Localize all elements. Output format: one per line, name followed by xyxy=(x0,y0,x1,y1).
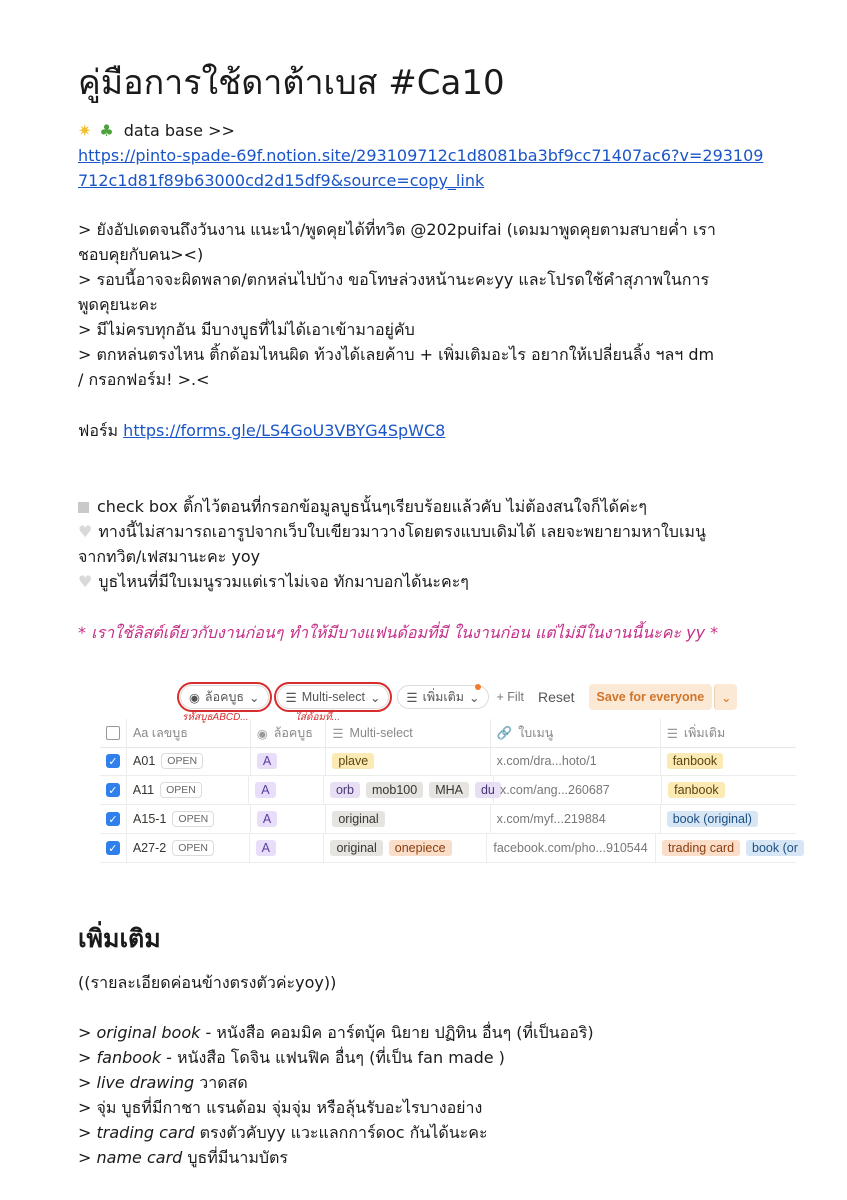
chevron-down-icon: ⌄ xyxy=(469,690,480,705)
save-dropdown-chevron-icon[interactable]: ⌄ xyxy=(714,684,737,710)
tag: original xyxy=(332,811,384,827)
open-button[interactable]: OPEN xyxy=(172,840,214,856)
header-lock[interactable]: ◉ ล้อคบูธ xyxy=(251,719,327,747)
database-link[interactable] xyxy=(78,143,763,168)
filter-circle-icon: ◉ xyxy=(189,690,200,705)
link-icon: 🔗 xyxy=(496,725,513,740)
note-line: > ยังอัปเดตจนถึงวันงาน แนะนำ/พูดคุยได้ที่ทวิต @202puifai (เดมมาพูดคุยตามสบายค่ำ เรา xyxy=(78,220,716,239)
chevron-down-icon: ⌄ xyxy=(249,690,260,705)
glossary-item: > name card บูธที่มีนามบัตร xyxy=(78,1148,289,1167)
form-link[interactable]: https://forms.gle/LS4GoU3VBYG4SpWC8 xyxy=(123,421,446,440)
tip-checkbox xyxy=(78,494,647,519)
glossary-term: name card xyxy=(96,1148,183,1167)
glossary-desc: จุ่ม บูธที่มีกาชา แรนด้อม จุ่มจุ่ม หรือลุ้นรับอะไรบางอย่าง xyxy=(96,1098,483,1117)
tag: original xyxy=(330,840,382,856)
lock-tag: A xyxy=(255,782,275,798)
database-screenshot xyxy=(100,676,796,866)
check-icon: ✓ xyxy=(106,812,120,826)
page-title: คู่มือการใช้ดาต้าเบส #Ca10 xyxy=(78,63,505,103)
table-row[interactable] xyxy=(100,776,796,805)
more-subtitle: ((รายละเอียดค่อนข้างตรงตัวค่ะyoy)) xyxy=(78,973,337,992)
lock-tag: A xyxy=(257,753,277,769)
add-filter-button[interactable]: + Filt xyxy=(496,690,524,704)
tag: fanbook xyxy=(668,782,724,798)
select-icon: ◉ xyxy=(256,726,268,741)
multiselect-cell xyxy=(326,747,490,775)
clover-icon: ♣ xyxy=(99,121,114,140)
tag: fanbook xyxy=(667,753,723,769)
database-label-line xyxy=(78,118,235,143)
tag: mob100 xyxy=(366,782,423,798)
tag: book (or xyxy=(746,840,804,856)
open-button[interactable]: OPEN xyxy=(172,811,214,827)
glossary-desc: บูธที่มีนามบัตร xyxy=(182,1148,289,1167)
glossary-desc: - หนังสือ คอมมิค อาร์ตบุ้ค นิยาย ปฏิทิน อื่นๆ (ที่เป็นออริ) xyxy=(200,1023,594,1042)
menu-link[interactable]: x.com/myf...219884 xyxy=(491,805,661,833)
tag: MHA xyxy=(429,782,469,798)
table-row[interactable] xyxy=(100,747,796,776)
table-row[interactable] xyxy=(100,834,796,863)
lock-tag: A xyxy=(257,811,277,827)
tag: du xyxy=(475,782,501,798)
lock-cell xyxy=(249,776,324,804)
filter-lock-label: ล้อคบูธ xyxy=(204,690,245,704)
glossary-item: > trading card ตรงตัวคับyy แวะแลกการ์ดoc กันได้นะคะ xyxy=(78,1123,488,1142)
filter-multiselect-label: Multi-select xyxy=(301,690,365,704)
glossary-item: > live drawing วาดสด xyxy=(78,1073,248,1092)
tip-heart-2-text: บูธไหนที่มีใบเมนูรวมแต่เราไม่เจอ ทักมาบอกได้นะคะๆ xyxy=(98,572,469,591)
header-checkbox[interactable] xyxy=(100,719,127,747)
row-checkbox[interactable] xyxy=(100,747,127,775)
glossary-desc: - หนังสือ โดจิน แฟนฟิค อื่นๆ (ที่เป็น fan made ) xyxy=(161,1048,505,1067)
booth-cell xyxy=(127,834,250,862)
glossary-item: > original book - หนังสือ คอมมิค อาร์ตบุ้ค นิยาย ปฏิทิน อื่นๆ (ที่เป็นออริ) xyxy=(78,1023,594,1042)
booth-id: A15-1 xyxy=(133,812,167,826)
check-icon: ✓ xyxy=(106,754,120,768)
table-header xyxy=(100,719,796,748)
note-line: > มีไม่ครบทุกอัน มีบางบูธที่ไม่ได้เอาเข้ามาอยู่คับ xyxy=(78,320,415,339)
filter-toolbar xyxy=(180,684,737,710)
extra-cell xyxy=(662,776,796,804)
form-line xyxy=(78,418,445,443)
open-button[interactable]: OPEN xyxy=(160,782,202,798)
heart-icon: ♥ xyxy=(78,572,93,591)
check-icon: ✓ xyxy=(106,783,120,797)
row-checkbox[interactable] xyxy=(100,834,127,862)
tip-heart-1-cont: จากทวิต/เฟสมานะคะ yoy xyxy=(78,547,261,566)
row-checkbox[interactable] xyxy=(100,805,127,833)
booth-cell xyxy=(127,776,249,804)
check-icon: ✓ xyxy=(106,841,120,855)
tip-heart-2 xyxy=(78,569,469,594)
glossary-term: original book xyxy=(96,1023,201,1042)
red-annotation-1: รหัสบูธABCD... xyxy=(182,712,249,723)
glossary-item: > จุ่ม บูธที่มีกาชา แรนด้อม จุ่มจุ่ม หรือลุ้นรับอะไรบางอย่าง xyxy=(78,1098,483,1117)
tag: orb xyxy=(330,782,360,798)
menu-link[interactable]: x.com/ang...260687 xyxy=(494,776,662,804)
checkbox-square-icon xyxy=(78,502,89,513)
database-link-cont[interactable] xyxy=(78,168,484,193)
database-url-line1[interactable]: https://pinto-spade-69f.notion.site/293109712c1d8081ba3bf9cc71407ac6?v=293109 xyxy=(78,146,764,165)
booth-cell xyxy=(127,805,251,833)
form-label: ฟอร์ม xyxy=(78,421,119,440)
sparkle-icon: ✷ xyxy=(78,121,92,140)
booth-id: A11 xyxy=(132,783,155,797)
database-url-line2[interactable]: 712c1d81f89b63000cd2d15df9&source=copy_link xyxy=(78,171,485,190)
glossary-desc: ตรงตัวคับyy แวะแลกการ์ดoc กันได้นะคะ xyxy=(194,1123,488,1142)
filter-extra-label: เพิ่มเติม xyxy=(422,690,465,704)
open-button[interactable]: OPEN xyxy=(161,753,203,769)
glossary-item: > fanbook - หนังสือ โดจิน แฟนฟิค อื่นๆ (ที่เป็น fan made ) xyxy=(78,1048,505,1067)
notification-dot xyxy=(475,684,481,690)
section-heading-more: เพิ่มเติม xyxy=(78,924,161,953)
menu-link[interactable]: x.com/dra...hoto/1 xyxy=(491,747,661,775)
glossary-desc: วาดสด xyxy=(194,1073,248,1092)
warning-note: * เราใช้ลิสต์เดียวกับงานก่อนๆ ทำให้มีบางแฟนด้อมที่มี ในงานก่อน แต่ไม่มีในงานนี้นะคะ yy * xyxy=(78,623,719,642)
extra-cell xyxy=(656,834,796,862)
multiselect-cell xyxy=(326,805,490,833)
note-line: ชอบคุยกับคน><) xyxy=(78,245,204,264)
chevron-down-icon: ⌄ xyxy=(369,690,381,705)
tag: plave xyxy=(332,753,374,769)
list-icon: ☰ xyxy=(406,690,418,705)
database-label: data base >> xyxy=(123,121,235,140)
header-multiselect[interactable]: ☰ Multi-select xyxy=(326,719,490,747)
header-booth-no[interactable]: Aa เลขบูธ xyxy=(127,719,251,747)
heart-icon: ♥ xyxy=(78,522,93,541)
list-icon: ☰ xyxy=(666,726,678,741)
booth-id: A27-2 xyxy=(132,841,167,855)
table-row[interactable] xyxy=(100,805,796,834)
booth-cell xyxy=(127,747,251,775)
filter-lock-chip[interactable] xyxy=(180,685,269,709)
red-annotation-2: ใส่ด้อมที่... xyxy=(295,712,341,723)
lock-tag: A xyxy=(256,840,276,856)
note-line: > ตกหล่นตรงไหน ติ้กด้อมไหนผิด ท้วงได้เลยค้าบ + เพิ่มเติมอะไร อยากให้เปลี่ยนลิ้ง ฯลฯ dm xyxy=(78,345,715,364)
tip-heart-1 xyxy=(78,519,706,544)
extra-cell xyxy=(661,747,796,775)
reset-button[interactable]: Reset xyxy=(537,689,575,705)
tip-checkbox-text: check box ติ้กไว้ตอนที่กรอกข้อมูลบูธนั้นๆเรียบร้อยแล้วคับ ไม่ต้องสนใจก็ได้ค่ะๆ xyxy=(97,497,647,516)
tag: book (original) xyxy=(667,811,758,827)
extra-cell xyxy=(661,805,796,833)
list-icon: ☰ xyxy=(285,690,297,705)
note-line: / กรอกฟอร์ม! >.< xyxy=(78,370,210,389)
save-for-everyone-button[interactable]: Save for everyone xyxy=(589,684,713,710)
tag: onepiece xyxy=(389,840,452,856)
header-menu[interactable]: 🔗 ใบเมนู xyxy=(491,719,661,747)
lock-cell xyxy=(251,747,327,775)
row-checkbox[interactable] xyxy=(100,776,127,804)
glossary-term: fanbook xyxy=(96,1048,162,1067)
lock-cell xyxy=(250,834,325,862)
note-line: > รอบนี้อาจจะผิดพลาด/ตกหล่นไปบ้าง ขอโทษล่วงหน้านะคะyy และโปรดใช้คำสุภาพในการ xyxy=(78,270,710,289)
menu-link[interactable]: facebook.com/pho...910544 xyxy=(487,834,656,862)
lock-cell xyxy=(251,805,327,833)
list-icon: ☰ xyxy=(332,726,344,741)
multiselect-cell xyxy=(324,834,487,862)
multiselect-cell xyxy=(324,776,494,804)
glossary-term: live drawing xyxy=(96,1073,195,1092)
tag: trading card xyxy=(662,840,740,856)
note-line: พูดคุยนะคะ xyxy=(78,295,158,314)
glossary-term: trading card xyxy=(96,1123,195,1142)
header-extra[interactable]: ☰ เพิ่มเติม xyxy=(666,726,726,741)
filter-multiselect-chip[interactable] xyxy=(277,685,390,709)
tip-heart-1-text: ทางนี้ไม่สามารถเอารูปจากเว็บใบเขียวมาวางโดยตรงแบบเดิมได้ เลยจะพยายามหาใบเมนู xyxy=(98,522,706,541)
booth-id: A01 xyxy=(133,754,156,768)
